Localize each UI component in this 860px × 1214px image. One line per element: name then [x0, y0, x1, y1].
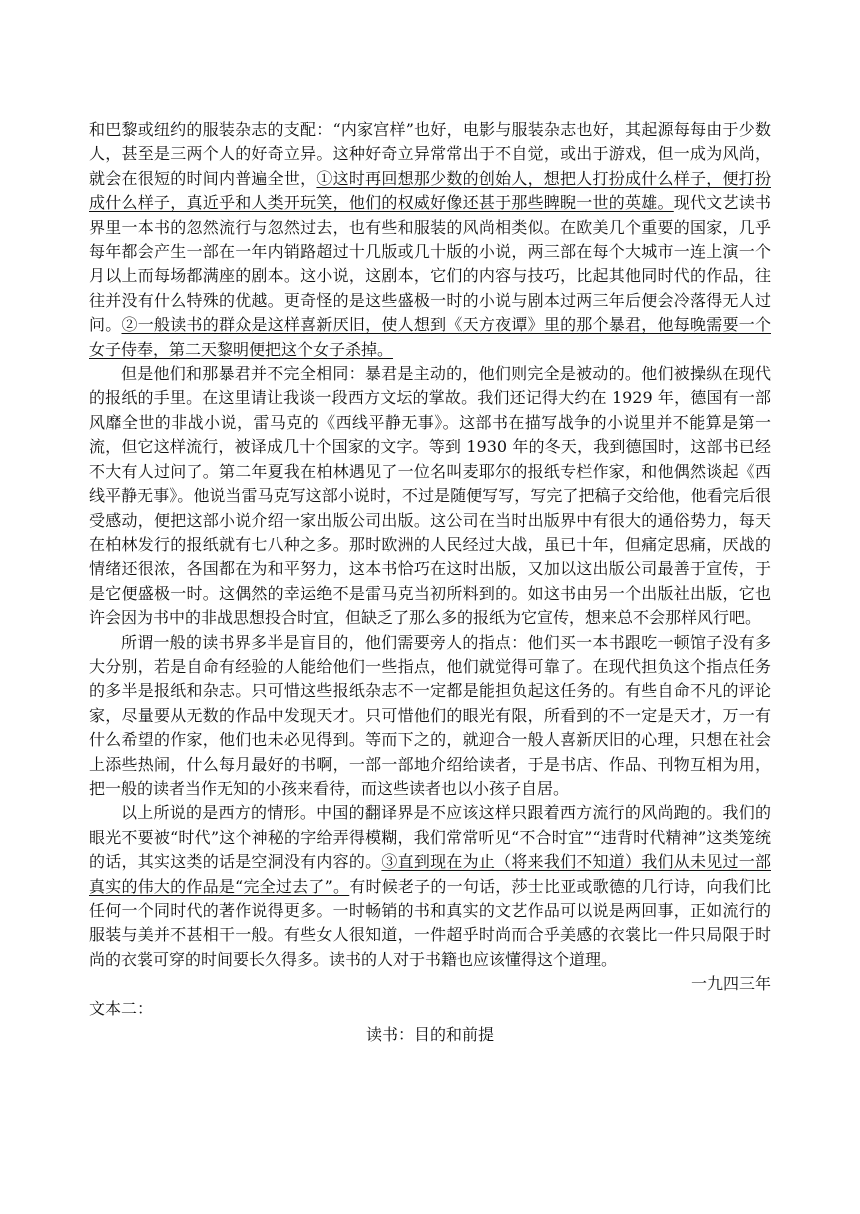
underlined-sentence-2: ②一般读书的群众是这样喜新厌旧，使人想到《天方夜谭》里的那个暴君，他每晚需要一个女子侍奉，第二天黎明便把这个女子杀掉。 [89, 315, 771, 359]
document-page [89, 118, 771, 1047]
text-two-title: 读书：目的和前提 [365, 1025, 494, 1045]
paragraph-1-text-a: 和巴黎或纽约的服装杂志的支配：“内家宫样”也好，电影与服装杂志也好，其起源每每由于少数人，甚至是三两个人的好奇立异。这种好奇立异常常出于不自觉，或出于游戏，但一成为风尚，就会在很短的时间内普遍全世， [89, 120, 771, 188]
text-two-label: 文本二： [89, 998, 154, 1018]
paragraph-4-text-b: 有时候老子的一句话，莎士比亚或歌德的几行诗，向我们比任何一个同时代的著作说得更多。一时畅销的书和真实的文艺作品可以说是两回事，正如流行的服装与美并不甚相干一般。有些女人很知道，一件超乎时尚而合乎美感的衣裳比一件只局限于时尚的衣裳可穿的时间要长久得多。读书的人对于书籍也应该懂得这个道理。 [89, 876, 771, 969]
paragraph-1 [89, 118, 771, 362]
paragraph-2: 但是他们和那暴君并不完全相同：暴君是主动的，他们则完全是被动的。他们被操纵在现代的报纸的手里。在这里请让我谈一段西方文坛的掌故。我们还记得大约在 1929 年，德国有一部风靡全世的非战小说，雷马克的《西线平静无事》。这部书在描写战争的小说里并不能算是第一流，但它这样流行，被译成几十个国家的文字。等到 1930 年的冬天，我到德国时，这部书已经不大有人过问了。第二年夏我在柏林遇见了一位名叫麦耶尔的报纸专栏作家，和他偶然谈起《西线平静无事》。他说当雷马克写这部小说时，不过是随便写写，写完了把稿子交给他，他看完后很受感动，便把这部小说介绍一家出版公司出版。这公司在当时出版界中有很大的通俗势力，每天在柏林发行的报纸就有七八种之多。那时欧洲的人民经过大战，虽已十年，但痛定思痛，厌战的情绪还很浓，各国都在为和平努力，这本书恰巧在这时出版，又加以这出版公司最善于宣传，于是它便盛极一时。这偶然的幸运绝不是雷马克当初所料到的。如这书由另一个出版社出版，它也许会因为书中的非战思想投合时宜，但缺乏了那么多的报纸为它宣传，想来总不会那样风行吧。 [89, 364, 771, 628]
date-signature: 一九四三年 [690, 974, 771, 994]
underlined-sentence-1: ①这时再回想那少数的创始人，想把人打扮成什么样子，便打扮成什么样子，真近乎和人类开玩笑，他们的权威好像还甚于那些睥睨一世的英雄。 [89, 168, 771, 213]
paragraph-1-text-b: 现代文艺读书界里一本书的忽然流行与忽然过去，也有些和服装的风尚相类似。在欧美几个重要的国家，几乎每年都会产生一部在一年内销路超过十几版或几十版的小说，两三部在每个大城市一连上演一个月以上而每场都满座的剧本。这小说，这剧本，它们的内容与技巧，比起其他同时代的作品，往往并没有什么特殊的优越。更奇怪的是这些盛极一时的小说与剧本过两三年后便会冷落得无人过问。 [89, 193, 771, 335]
underlined-sentence-3: ③直到现在为止（将来我们不知道）我们从未见过一部真实的伟大的作品是“完全过去了”。 [89, 852, 771, 896]
paragraph-3: 所谓一般的读书界多半是盲目的，他们需要旁人的指点：他们买一本书跟吃一顿馆子没有多大分别，若是自命有经验的人能给他们一些指点，他们就觉得可靠了。在现代担负这个指点任务的多半是报纸和杂志。只可惜这些报纸杂志不一定都是能担负起这任务的。有些自命不凡的评论家，尽量要从无数的作品中发现天才。只可惜他们的眼光有限，所看到的不一定是天才，万一有什么希望的作家，他们也未必见得到。等而下之的，就迎合一般人喜新厌旧的心理，只想在社会上添些热闹，什么每月最好的书啊，一部一部地介绍给读者，于是书店、作品、刊物互相为用，把一般的读者当作无知的小孩来看待，而这些读者也以小孩子自居。 [89, 632, 771, 798]
paragraph-4-text-a: 以上所说的是西方的情形。中国的翻译界是不应该这样只跟着西方流行的风尚跑的。我们的眼光不要被“时代”这个神秘的字给弄得模糊，我们常常听见“不合时宜”“违背时代精神”这类笼统的话，其实这类的话是空洞没有内容的。 [89, 803, 771, 872]
paragraph-4 [89, 801, 771, 972]
